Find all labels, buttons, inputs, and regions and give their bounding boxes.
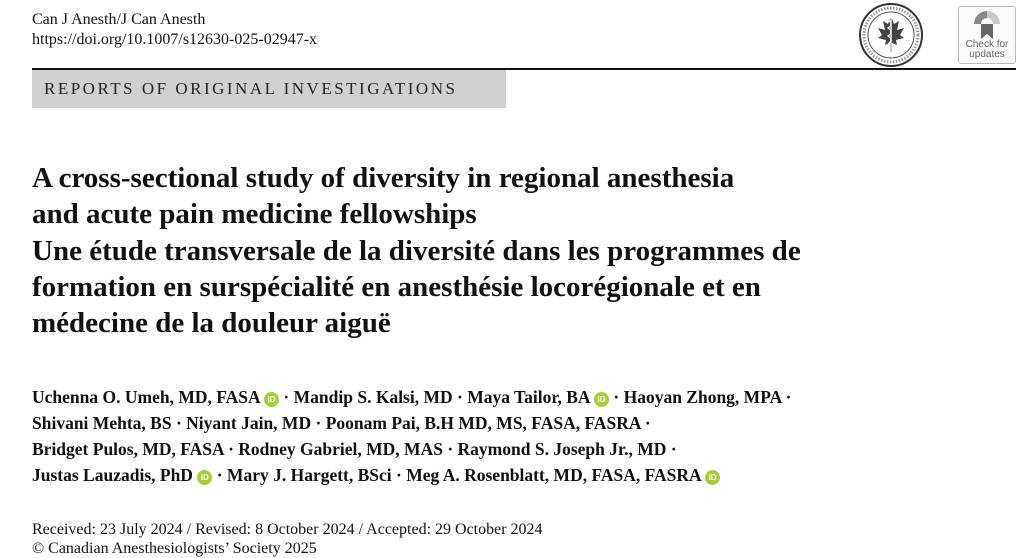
author-line [32,436,792,462]
article-history [32,520,543,558]
author-separator: · [670,439,677,459]
article-title [32,160,992,341]
dates-line: Received: 23 July 2024 / Revised: 8 October 2024 / Accepted: 29 October 2024 [32,521,543,538]
author-name[interactable]: Justas Lauzadis, PhD [32,465,193,485]
journal-name: Can J Anesth/J Can Anesth [32,11,206,28]
updates-label: updates [969,49,1005,60]
author-name[interactable]: Mandip S. Kalsi, MD [293,387,453,407]
journal-citation [32,10,317,50]
author-name[interactable]: Shivani Mehta, BS [32,413,172,433]
author-line [32,462,792,488]
author-separator: · [644,413,651,433]
author-line [32,410,792,436]
author-name[interactable]: Rodney Gabriel, MD, MAS [238,439,443,459]
orcid-icon[interactable]: iD [197,470,212,485]
section-banner: REPORTS OF ORIGINAL INVESTIGATIONS [32,70,506,108]
author-separator: · [216,465,223,485]
orcid-icon[interactable]: iD [264,392,279,407]
check-for-label: Check for [965,39,1009,50]
author-line [32,384,792,410]
author-name[interactable]: Meg A. Rosenblatt, MD, FASA, FASRA [406,465,701,485]
author-name[interactable]: Bridget Pulos, MD, FASA [32,439,224,459]
author-separator: · [228,439,234,459]
author-separator: · [785,387,792,407]
crossmark-icon [973,10,1001,40]
author-name[interactable]: Poonam Pai, B.H MD, MS, FASA, FASRA [325,413,641,433]
title-english-line-2: and acute pain medicine fellowships [32,198,477,230]
author-list [32,384,792,488]
title-french-line-2: formation en surspécialité en anesthésie locorégionale et en [32,271,761,303]
check-for-updates-badge[interactable] [958,6,1016,64]
orcid-icon[interactable]: iD [594,392,609,407]
author-name[interactable]: Mary J. Hargett, BSci [226,465,392,485]
copyright-line: © Canadian Anesthesiologists’ Society 2025 [32,540,317,557]
orcid-icon[interactable]: iD [705,470,720,485]
author-separator: · [396,465,402,485]
author-name[interactable]: Raymond S. Joseph Jr., MD [457,439,667,459]
title-english-line-1: A cross-sectional study of diversity in regional anesthesia [32,162,735,194]
author-separator: · [447,439,454,459]
title-french-line-1: Une étude transversale de la diversité dans les programmes de [32,235,801,267]
author-separator: · [315,413,322,433]
author-separator: · [283,387,290,407]
doi-link[interactable]: https://doi.org/10.1007/s12630-025-02947-x [32,31,318,48]
author-name[interactable]: Uchenna O. Umeh, MD, FASA [32,387,260,407]
author-separator: · [613,387,620,407]
author-name[interactable]: Niyant Jain, MD [186,413,312,433]
author-name[interactable]: Maya Tailor, BA [467,387,590,407]
society-seal-icon [858,2,924,68]
author-separator: · [175,413,182,433]
title-french-line-3: médecine de la douleur aiguë [32,307,391,339]
author-separator: · [457,387,463,407]
author-name[interactable]: Haoyan Zhong, MPA [623,387,782,407]
